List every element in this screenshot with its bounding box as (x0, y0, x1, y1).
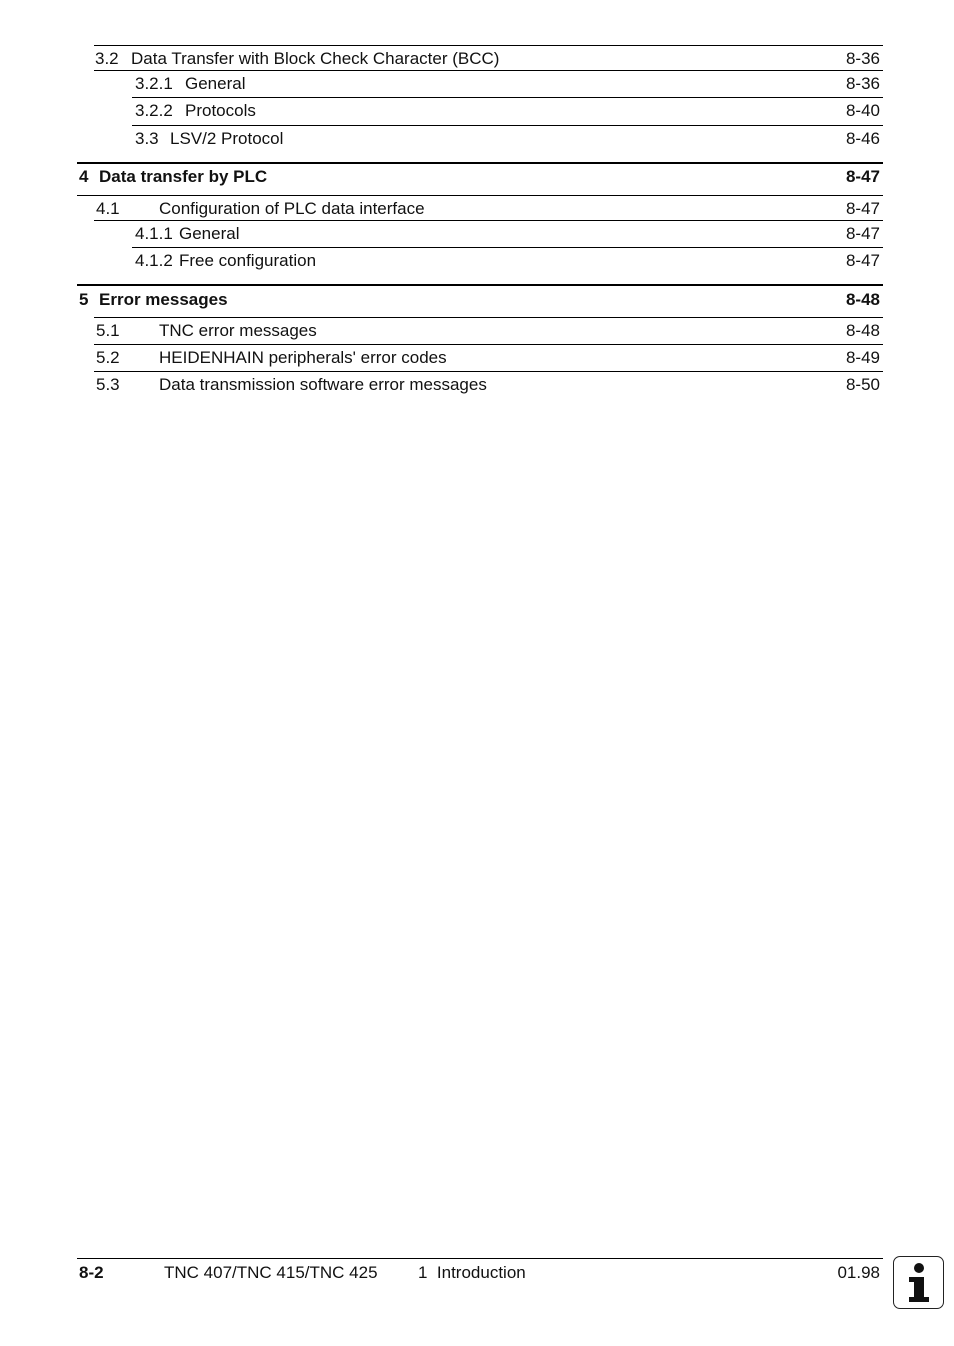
footer-product: TNC 407/TNC 415/TNC 425 (164, 1263, 378, 1282)
toc-entry[interactable] (135, 250, 880, 272)
toc-number: 3.3 (135, 129, 159, 148)
toc-page: 8-47 (845, 224, 880, 243)
rule (94, 344, 883, 345)
toc-entry[interactable] (96, 347, 880, 369)
section-number: 4 (79, 167, 89, 186)
toc-title: Data Transfer with Block Check Character (BCC) (131, 49, 500, 68)
toc-page: 8-47 (845, 199, 880, 218)
rule (132, 125, 883, 126)
toc-page: 8-50 (845, 375, 880, 394)
footer-page-number: 8-2 (79, 1263, 104, 1282)
toc-page: 8-47 (845, 251, 880, 270)
rule (94, 371, 883, 372)
rule (132, 97, 883, 98)
toc-title: TNC error messages (159, 321, 317, 340)
toc-title: Protocols (185, 101, 256, 120)
toc-page: 8-46 (845, 129, 880, 148)
rule (132, 247, 883, 248)
toc-page: 8-40 (845, 101, 880, 120)
section-page: 8-48 (845, 290, 880, 309)
footer-date: 01.98 (837, 1263, 880, 1282)
section-page: 8-47 (845, 167, 880, 186)
toc-entry[interactable] (135, 128, 880, 150)
rule (94, 317, 883, 318)
toc-page: 8-49 (845, 348, 880, 367)
toc-number: 3.2 (95, 49, 119, 68)
section-title: Error messages (99, 290, 228, 309)
toc-title: LSV/2 Protocol (170, 129, 284, 148)
toc-title: General (185, 74, 246, 93)
toc-number: 5.1 (96, 321, 120, 340)
toc-title: HEIDENHAIN peripherals' error codes (159, 348, 447, 367)
section-rule (77, 162, 883, 164)
toc-entry[interactable] (96, 374, 880, 396)
rule (94, 70, 883, 71)
toc-number: 5.3 (96, 375, 120, 394)
toc-entry[interactable] (95, 48, 880, 70)
toc-number: 3.2.2 (135, 101, 173, 120)
info-icon (893, 1256, 944, 1309)
section-number: 5 (79, 290, 89, 309)
section-title: Data transfer by PLC (99, 167, 268, 186)
toc-page: 8-36 (845, 49, 880, 68)
footer-chapter: 1 Introduction (418, 1263, 526, 1282)
toc-number: 3.2.1 (135, 74, 173, 93)
toc-section[interactable] (79, 166, 880, 188)
toc-section[interactable] (79, 289, 880, 311)
toc-title: General (179, 224, 240, 243)
toc-entry[interactable] (135, 223, 880, 245)
toc-entry[interactable] (135, 100, 880, 122)
toc-entry[interactable] (135, 73, 880, 95)
rule (77, 195, 883, 196)
toc-number: 5.2 (96, 348, 120, 367)
toc-entry[interactable] (96, 320, 880, 342)
toc-title: Configuration of PLC data interface (159, 199, 425, 218)
rule (94, 45, 883, 46)
section-rule (77, 284, 883, 286)
toc-title: Free configuration (179, 251, 317, 270)
toc-page: 8-36 (845, 74, 880, 93)
toc-page: 8-48 (845, 321, 880, 340)
toc-number: 4.1 (96, 199, 120, 218)
toc-number: 4.1.1 (135, 224, 173, 243)
rule (94, 220, 883, 221)
toc-entry[interactable] (96, 198, 880, 220)
toc-number: 4.1.2 (135, 251, 173, 270)
toc-title: Data transmission software error messages (159, 375, 487, 394)
footer-rule (77, 1258, 883, 1259)
